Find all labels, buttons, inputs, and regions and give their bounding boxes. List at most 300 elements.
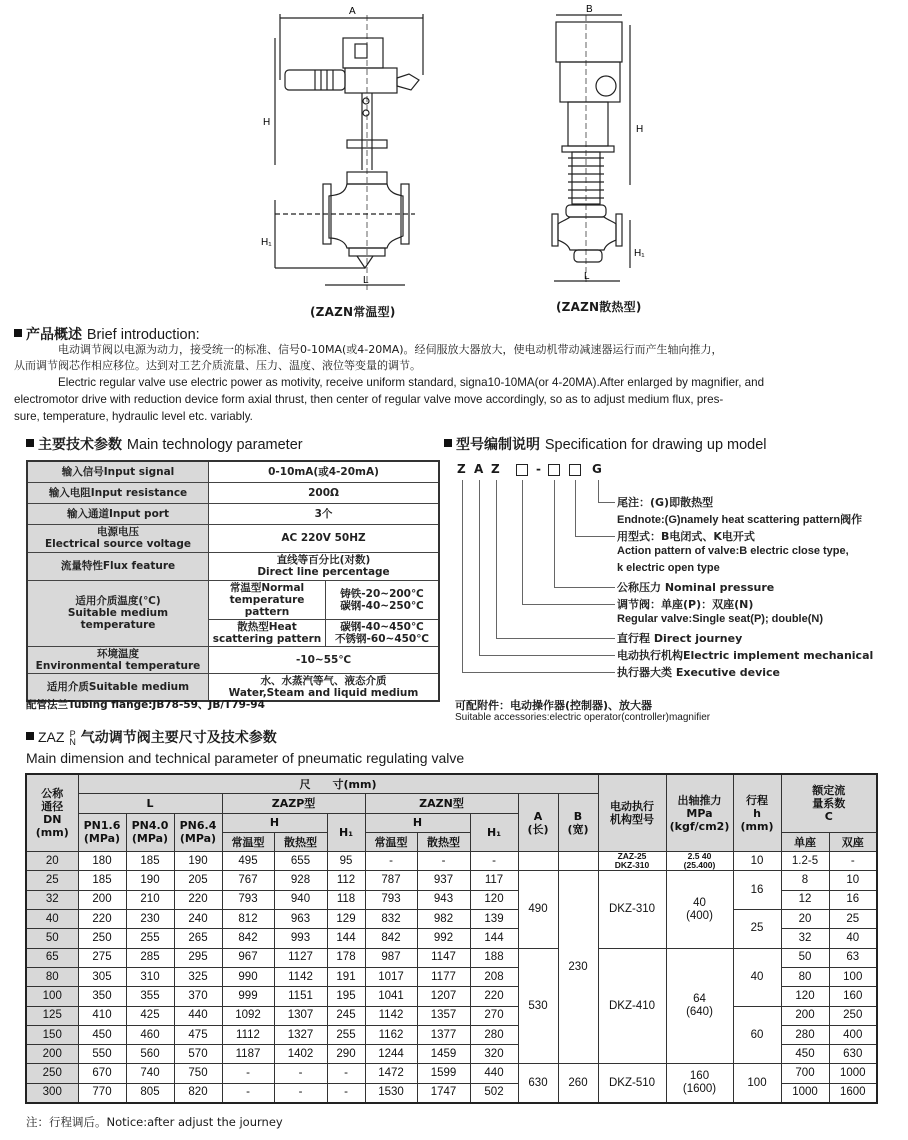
cell-l-pn40: 285: [126, 948, 174, 967]
cell-l-pn40: 355: [126, 987, 174, 1006]
cell-dn: 300: [26, 1083, 78, 1103]
params-value: 3个: [209, 503, 440, 524]
cell-b: 230: [558, 871, 598, 1064]
cell-zazp-h-heat: 1127: [274, 948, 327, 967]
spec-line: Endnote:(G)namely heat scattering pattern阀作: [617, 514, 863, 526]
h-line: (mm): [740, 819, 774, 833]
code-placeholder-box: [516, 464, 528, 476]
label-en: Suitable medium temperature: [67, 607, 169, 631]
cell-l-pn16: 220: [78, 910, 126, 929]
cell-dn: 250: [26, 1064, 78, 1083]
cell-line: (400): [686, 909, 713, 922]
h-line: (MPa): [179, 832, 217, 846]
cell-dn: 100: [26, 987, 78, 1006]
leader-line: [598, 480, 599, 502]
sup: P: [69, 729, 76, 739]
cell-stroke: 100: [733, 1064, 781, 1103]
dim-a-label: A: [349, 6, 356, 17]
params-sub-label: [209, 619, 326, 646]
cell-l-pn40: 740: [126, 1064, 174, 1083]
cell-actuator: [598, 852, 666, 871]
dim-l-label: L: [363, 275, 369, 286]
cell-dn: 150: [26, 1025, 78, 1044]
bullet-square-icon: [14, 329, 22, 337]
params-row: [27, 503, 439, 524]
cell-l-pn40: 425: [126, 1006, 174, 1025]
spec-line: 执行器大类 Executive device: [617, 666, 780, 679]
cell-flow-double: 100: [829, 967, 877, 986]
code-letter: Z: [491, 462, 500, 476]
cell-stroke: 60: [733, 1006, 781, 1064]
cell-zazn-h1: 208: [470, 967, 518, 986]
valve-drawing-heat: [548, 0, 668, 300]
cell-line: 160: [689, 1070, 710, 1083]
cell-flow-single: 120: [781, 987, 829, 1006]
cell-zazp-h-heat: 1402: [274, 1045, 327, 1064]
cell-l-pn16: 305: [78, 967, 126, 986]
cell-l-pn64: 820: [174, 1083, 222, 1103]
cell-zazp-h-normal: 967: [222, 948, 274, 967]
params-row: [27, 461, 439, 482]
leader-line: [496, 480, 497, 638]
cell-zazp-h-heat: 1307: [274, 1006, 327, 1025]
cell-flow-double: 40: [829, 929, 877, 948]
cell-line: (25.400): [683, 860, 716, 871]
cell-zazp-h-heat: 993: [274, 929, 327, 948]
header-zazn: ZAZN型: [365, 794, 518, 813]
cell-zazn-h-normal: 1472: [365, 1064, 417, 1083]
cell-zazn-h-normal: 832: [365, 910, 417, 929]
cell-zazn-h1: 117: [470, 871, 518, 890]
dim-b-label: B: [586, 4, 593, 15]
cell-zazp-h-heat: -: [274, 1064, 327, 1083]
header-pn16: [78, 813, 126, 852]
cell-zazn-h-normal: -: [365, 852, 417, 871]
table-row: [26, 948, 877, 967]
params-label: 适用介质Suitable medium: [27, 673, 209, 701]
cell-zazn-h-heat: 1599: [417, 1064, 470, 1083]
model-code-diagram: [455, 462, 905, 702]
label-en: temperature pattern: [229, 593, 305, 618]
cell-line: 64: [693, 993, 706, 1006]
header-zazp-h1: H₁: [327, 813, 365, 852]
intro-en-line2: electromotor drive with reduction device form axial thrust, then center of regular valve move accordingly, so as to adjust medium flux, pres-: [14, 393, 724, 406]
cell-zazp-h1: -: [327, 1064, 365, 1083]
header-b: [558, 794, 598, 852]
cell-a: 490: [518, 871, 558, 948]
cell-zazp-h1: 144: [327, 929, 365, 948]
dim-h-label-right: H: [636, 124, 644, 135]
cell-dn: 125: [26, 1006, 78, 1025]
cell-zazn-h1: 270: [470, 1006, 518, 1025]
cell-actuator: DKZ-310: [598, 871, 666, 948]
params-row: [27, 646, 439, 673]
intro-en-line1: Electric regular valve use electric power as motivity, receive uniform standard, signa10-10MA(or 4-20MA).After enlarged by magnifier, and: [58, 376, 765, 389]
code-placeholder-box: [548, 464, 560, 476]
spec-line: 电动执行机构Electric implement mechanical: [617, 649, 874, 662]
cell-flow-single: 280: [781, 1025, 829, 1044]
cell-zazn-h-heat: 1357: [417, 1006, 470, 1025]
header-zazp-normal: 常温型: [222, 832, 274, 851]
cell-zazn-h1: 502: [470, 1083, 518, 1103]
cell-zazp-h1: 112: [327, 871, 365, 890]
cell-zazp-h-normal: 767: [222, 871, 274, 890]
cell-stroke: 40: [733, 948, 781, 1006]
main-heading-en: Main dimension and technical parameter of pneumatic regulating valve: [26, 750, 465, 766]
label-cn: 环境温度: [97, 647, 139, 660]
cell-b: 260: [558, 1064, 598, 1103]
cell-zazn-h1: 144: [470, 929, 518, 948]
cell-zazn-h-normal: 842: [365, 929, 417, 948]
params-value: [326, 580, 440, 619]
cell-flow-double: 1000: [829, 1064, 877, 1083]
header-single: 单座: [781, 832, 829, 851]
cell-l-pn16: 770: [78, 1083, 126, 1103]
params-label: 流量特性Flux feature: [27, 552, 209, 580]
header-zazn-heat: 散热型: [417, 832, 470, 851]
leader-line: [554, 587, 615, 588]
cell-zazp-h-normal: -: [222, 1083, 274, 1103]
cell-zazp-h1: 129: [327, 910, 365, 929]
cell-zazn-h-normal: 1162: [365, 1025, 417, 1044]
cell-dn: 32: [26, 890, 78, 909]
cell-l-pn40: 560: [126, 1045, 174, 1064]
value-line: 铸铁-20~200℃: [340, 587, 424, 600]
cell-flow-double: 400: [829, 1025, 877, 1044]
header-double: 双座: [829, 832, 877, 851]
value-cn: 水、水蒸汽等气、液态介质: [260, 674, 387, 687]
leader-line: [522, 604, 615, 605]
main-heading-pn: [69, 730, 76, 746]
table-row: [26, 852, 877, 871]
cell-zazn-h-heat: 1747: [417, 1083, 470, 1103]
cell-l-pn64: 750: [174, 1064, 222, 1083]
cell-dn: 40: [26, 910, 78, 929]
cell-zazp-h-normal: 812: [222, 910, 274, 929]
h-line: 量系数: [812, 796, 846, 810]
spec-line: 用型式：B电闭式、K电开式: [617, 530, 755, 543]
params-row: [27, 552, 439, 580]
tubing-flange-note: 配管法兰Tubing flange:JB78-59、JB/T79-94: [26, 699, 265, 711]
dim-h1-label-right: H₁: [634, 248, 645, 259]
cell-zazn-h-heat: 1147: [417, 948, 470, 967]
value-line: 碳钢-40~250℃: [340, 599, 424, 612]
cell-zazn-h-heat: 937: [417, 871, 470, 890]
cell-flow-single: 450: [781, 1045, 829, 1064]
leader-line: [462, 480, 463, 672]
spec-line: k electric open type: [617, 562, 720, 574]
h-line: A: [533, 809, 543, 823]
cell-l-pn64: 190: [174, 852, 222, 871]
cell-zazp-h1: 118: [327, 890, 365, 909]
cell-l-pn64: 570: [174, 1045, 222, 1064]
cell-flow-double: 16: [829, 890, 877, 909]
spec-heading-en: Specification for drawing up model: [544, 437, 767, 453]
leader-line: [575, 536, 615, 537]
cell-flow-single: 20: [781, 910, 829, 929]
params-sub-label: [209, 580, 326, 619]
cell-zazn-h-heat: 1177: [417, 967, 470, 986]
spec-line: Action pattern of valve:B electric close type,: [617, 545, 849, 557]
leader-line: [522, 480, 523, 604]
bullet-square-icon: [26, 439, 34, 447]
spec-heading-cn: 型号编制说明: [456, 437, 540, 453]
cell-zazn-h1: 139: [470, 910, 518, 929]
cell-zazp-h1: 255: [327, 1025, 365, 1044]
table-row: [26, 910, 877, 929]
cell-zazp-h1: 191: [327, 967, 365, 986]
header-pn64: [174, 813, 222, 852]
cell-zazn-h-heat: -: [417, 852, 470, 871]
cell-flow-double: 25: [829, 910, 877, 929]
cell-line: ZAZ-25: [617, 851, 647, 862]
code-letter: Z: [457, 462, 466, 476]
header-zazp-heat: 散热型: [274, 832, 327, 851]
cell-l-pn16: 450: [78, 1025, 126, 1044]
code-letter: G: [592, 462, 602, 476]
header-zazn-normal: 常温型: [365, 832, 417, 851]
cell-zazn-h-heat: 1459: [417, 1045, 470, 1064]
value-cn: 直线等百分比(对数): [276, 554, 371, 566]
params-value: 200Ω: [209, 482, 440, 503]
cell-zazn-h1: 280: [470, 1025, 518, 1044]
spec-line: 公称压力 Nominal pressure: [617, 581, 775, 594]
params-heading-cn: 主要技术参数: [38, 437, 122, 453]
params-row: [27, 580, 439, 619]
cell-flow-single: 1.2-5: [781, 852, 829, 871]
cell-thrust: [666, 852, 733, 871]
value-en: Water,Steam and liquid medium: [228, 686, 419, 699]
leader-line: [598, 502, 615, 503]
cell-line: 40: [693, 896, 706, 909]
cell-thrust: [666, 1064, 733, 1103]
cell-zazp-h-heat: 655: [274, 852, 327, 871]
cell-stroke: 16: [733, 871, 781, 910]
cell-zazp-h-normal: 1092: [222, 1006, 274, 1025]
cell-flow-double: 10: [829, 871, 877, 890]
params-row: [27, 524, 439, 552]
h-line: 行程: [746, 793, 768, 807]
leader-line: [575, 480, 576, 536]
cell-zazp-h1: -: [327, 1083, 365, 1103]
params-value: -10~55℃: [209, 646, 440, 673]
table-row: [26, 1064, 877, 1083]
params-label: 输入通道Input port: [27, 503, 209, 524]
spec-line: 调节阀：单座(P)：双座(N): [617, 598, 754, 611]
header-l: L: [78, 794, 222, 813]
cell-stroke: 10: [733, 852, 781, 871]
cell-thrust: [666, 948, 733, 1064]
cell-zazp-h-normal: 1187: [222, 1045, 274, 1064]
cell-zazp-h-normal: 842: [222, 929, 274, 948]
params-table: [26, 460, 440, 702]
code-placeholder-box: [569, 464, 581, 476]
header-pn40: [126, 813, 174, 852]
cell-zazn-h-heat: 1207: [417, 987, 470, 1006]
cell-zazn-h-normal: 793: [365, 890, 417, 909]
cell-l-pn64: 205: [174, 871, 222, 890]
h-line: 公称: [41, 787, 64, 801]
spec-line: 直行程 Direct journey: [617, 632, 743, 645]
table-note: 注：行程调后。Notice:after adjust the journey: [26, 1115, 283, 1129]
header-stroke: [733, 774, 781, 852]
value-line: 不锈钢-60~450℃: [335, 632, 429, 645]
cell-zazp-h1: 290: [327, 1045, 365, 1064]
cell-l-pn64: 240: [174, 910, 222, 929]
cell-l-pn16: 180: [78, 852, 126, 871]
dim-h-label: H: [263, 117, 271, 128]
header-size: 尺 寸(mm): [78, 774, 598, 794]
drawing-caption-normal: (ZAZN常温型): [310, 305, 396, 319]
cell-zazn-h-normal: 1142: [365, 1006, 417, 1025]
cell-zazp-h1: 178: [327, 948, 365, 967]
cell-l-pn40: 460: [126, 1025, 174, 1044]
cell-l-pn40: 190: [126, 871, 174, 890]
main-heading-cn: 气动调节阀主要尺寸及技术参数: [80, 730, 277, 746]
cell-zazn-h-normal: 787: [365, 871, 417, 890]
params-heading-en: Main technology parameter: [126, 437, 303, 453]
leader-line: [479, 655, 615, 656]
cell-flow-double: 1600: [829, 1083, 877, 1103]
cell-l-pn64: 220: [174, 890, 222, 909]
label-cn: 常温型Normal: [229, 581, 305, 594]
cell-flow-double: 250: [829, 1006, 877, 1025]
params-label: [27, 580, 209, 646]
leader-line: [554, 480, 555, 587]
cell-l-pn40: 805: [126, 1083, 174, 1103]
cell-actuator: DKZ-510: [598, 1064, 666, 1103]
cell-flow-single: 200: [781, 1006, 829, 1025]
cell-zazn-h1: 440: [470, 1064, 518, 1083]
cell-zazn-h-normal: 1041: [365, 987, 417, 1006]
cell-zazp-h1: 95: [327, 852, 365, 871]
cell-dn: 200: [26, 1045, 78, 1064]
cell-zazn-h1: 320: [470, 1045, 518, 1064]
cell-zazn-h-heat: 982: [417, 910, 470, 929]
cell-zazn-h-heat: 943: [417, 890, 470, 909]
cell-l-pn64: 440: [174, 1006, 222, 1025]
label-cn: 散热型Heat: [237, 620, 297, 633]
cell-line: 2.5 40: [687, 851, 712, 862]
cell-dn: 50: [26, 929, 78, 948]
intro-cn-line1: 电动调节阀以电源为动力，接受统一的标准、信号0-10MA(或4-20MA)。经伺服放大器放大，使电动机带动减速器运行而产生轴向推力，: [58, 343, 723, 356]
intro-heading-cn: 产品概述: [26, 327, 82, 343]
accessories-cn: 可配附件：电动操作器(控制器)、放大器: [455, 699, 653, 712]
table-row: [26, 1006, 877, 1025]
leader-line: [479, 480, 480, 655]
spec-heading: [444, 434, 767, 454]
leader-line: [462, 672, 615, 673]
intro-heading-en: Brief introduction:: [86, 327, 200, 343]
label-cn: 电源电压: [97, 526, 139, 538]
code-dash: -: [536, 462, 541, 476]
header-flow: [781, 774, 877, 832]
h-line: (kgf/cm2): [669, 819, 730, 833]
label-en: scattering pattern: [212, 632, 322, 645]
label-en: Environmental temperature: [35, 659, 201, 672]
cell-zazp-h-heat: 1327: [274, 1025, 327, 1044]
cell-flow-single: 50: [781, 948, 829, 967]
h-line: 额定流: [812, 783, 846, 797]
sub: N: [69, 737, 76, 747]
cell-zazp-h-normal: 990: [222, 967, 274, 986]
header-a: [518, 794, 558, 852]
cell-zazp-h-normal: 495: [222, 852, 274, 871]
cell-a: 630: [518, 1064, 558, 1103]
leader-line: [496, 638, 615, 639]
cell-zazp-h1: 245: [327, 1006, 365, 1025]
spec-line: Regular valve:Single seat(P); double(N): [617, 613, 823, 625]
header-zazn-h1: H₁: [470, 813, 518, 852]
code-letter: A: [474, 462, 484, 476]
h-line: (MPa): [83, 832, 121, 846]
intro-en-line3: sure, temperature, hydraulic level etc. variably.: [14, 410, 253, 423]
h-line: PN1.6: [83, 819, 121, 833]
params-label: 输入电阻Input resistance: [27, 482, 209, 503]
cell-a: [518, 852, 558, 871]
cell-zazp-h-normal: -: [222, 1064, 274, 1083]
cell-l-pn40: 230: [126, 910, 174, 929]
cell-dn: 65: [26, 948, 78, 967]
cell-l-pn64: 325: [174, 967, 222, 986]
dimension-table: [25, 773, 878, 1104]
h-line: (mm): [35, 826, 69, 840]
params-value: 0-10mA(或4-20mA): [209, 461, 440, 482]
cell-zazn-h1: 220: [470, 987, 518, 1006]
cell-l-pn40: 310: [126, 967, 174, 986]
cell-l-pn16: 250: [78, 929, 126, 948]
cell-zazn-h-heat: 992: [417, 929, 470, 948]
bullet-square-icon: [26, 732, 34, 740]
h-line: (宽): [567, 822, 589, 836]
cell-l-pn16: 350: [78, 987, 126, 1006]
h-line: MPa: [686, 806, 713, 820]
h-line: C: [824, 809, 833, 823]
main-heading-prefix: ZAZ: [38, 729, 65, 745]
cell-l-pn16: 670: [78, 1064, 126, 1083]
h-line: (长): [527, 822, 549, 836]
header-zazn-h: H: [365, 813, 470, 832]
cell-actuator: DKZ-410: [598, 948, 666, 1064]
cell-dn: 80: [26, 967, 78, 986]
cell-flow-single: 1000: [781, 1083, 829, 1103]
intro-cn-line2: 从而调节阀芯作相应移位。达到对工艺介质流量、压力、温度、液位等变量的调节。: [14, 359, 421, 372]
header-zazp-h: H: [222, 813, 327, 832]
cell-zazp-h-normal: 999: [222, 987, 274, 1006]
cell-flow-double: 630: [829, 1045, 877, 1064]
cell-flow-single: 80: [781, 967, 829, 986]
accessories-en: Suitable accessories:electric operator(controller)magnifier: [455, 712, 711, 723]
cell-zazp-h-heat: 928: [274, 871, 327, 890]
cell-flow-double: 160: [829, 987, 877, 1006]
cell-l-pn16: 550: [78, 1045, 126, 1064]
cell-zazp-h-heat: 1151: [274, 987, 327, 1006]
cell-l-pn16: 410: [78, 1006, 126, 1025]
cell-zazn-h-normal: 1244: [365, 1045, 417, 1064]
h-line: 出轴推力: [677, 793, 722, 807]
cell-l-pn64: 475: [174, 1025, 222, 1044]
cell-dn: 25: [26, 871, 78, 890]
cell-zazp-h1: 195: [327, 987, 365, 1006]
cell-zazp-h-heat: 940: [274, 890, 327, 909]
spec-line: 尾注：(G)即散热型: [617, 496, 714, 509]
cell-zazn-h1: -: [470, 852, 518, 871]
h-line: 机构型号: [610, 813, 654, 827]
cell-l-pn16: 185: [78, 871, 126, 890]
cell-thrust: [666, 871, 733, 948]
table-row: [26, 871, 877, 890]
cell-flow-double: -: [829, 852, 877, 871]
